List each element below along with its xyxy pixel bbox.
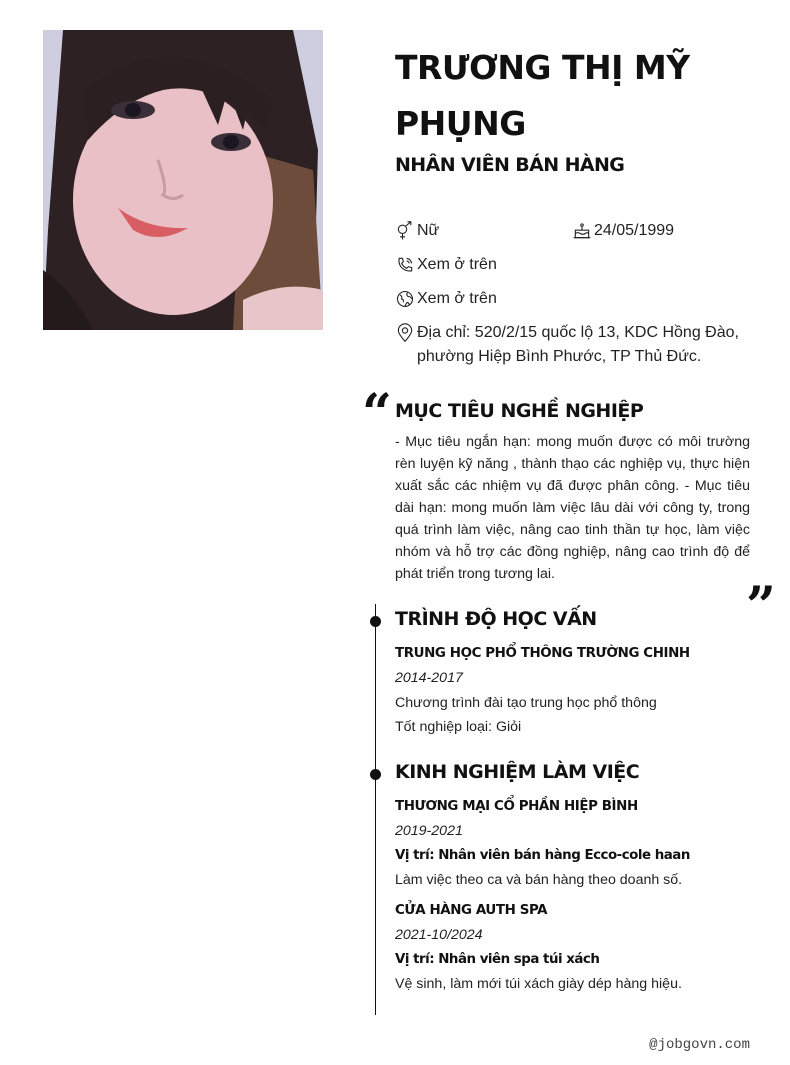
globe-icon xyxy=(395,287,417,309)
education-program: Chương trình đài tạo trung học phổ thông xyxy=(395,695,657,711)
education-period: 2014-2017 xyxy=(395,670,463,686)
job-title: NHÂN VIÊN BÁN HÀNG xyxy=(395,154,625,176)
birthday-cake-icon xyxy=(572,219,594,241)
objective-text: - Mục tiêu ngắn hạn: mong muốn được có môi trường rèn luyện kỹ năng , thành thạo các nghiệp vụ, thực hiện xuất sắc các nhiệm vụ đã được phân công. - Mục tiêu dài hạn: mong muốn làm việc lâu dài với công ty, trong quá trình làm việc, nâng cao tinh thần tự học, làm việc nhóm và hỗ trợ các đồng nghiệp, nâng cao trình độ để phát triển trong tương lai. xyxy=(395,434,750,582)
address-line-2: phường Hiệp Bình Phước, TP Thủ Đức. xyxy=(417,348,702,365)
address-row xyxy=(395,321,739,369)
experience-position: Vị trí: Nhân viên spa túi xách xyxy=(395,952,600,967)
phone-icon xyxy=(395,253,417,275)
website-row xyxy=(395,287,497,311)
experience-company: CỬA HÀNG AUTH SPA xyxy=(395,903,548,918)
gender-value: Nữ xyxy=(417,222,440,239)
education-title: TRÌNH ĐỘ HỌC VẤN xyxy=(395,608,597,630)
open-quote-icon: “ xyxy=(362,383,392,444)
experience-description: Làm việc theo ca và bán hàng theo doanh số. xyxy=(395,872,683,888)
profile-photo xyxy=(43,30,323,330)
education-school: TRUNG HỌC PHỔ THÔNG TRƯỜNG CHINH xyxy=(395,646,690,661)
map-pin-icon xyxy=(395,321,417,343)
objective-title: MỤC TIÊU NGHỀ NGHIỆP xyxy=(395,400,644,422)
timeline-dot-experience xyxy=(370,769,381,780)
timeline-line xyxy=(375,604,376,1015)
experience-description: Vệ sinh, làm mới túi xách giày dép hàng hiệu. xyxy=(395,976,682,992)
gender-row xyxy=(395,219,439,243)
gender-icon xyxy=(395,219,417,241)
timeline-dot-education xyxy=(370,616,381,627)
birthday-value: 24/05/1999 xyxy=(594,222,675,239)
education-grade: Tốt nghiệp loại: Giỏi xyxy=(395,719,522,735)
experience-company: THƯƠNG MẠI CỔ PHẦN HIỆP BÌNH xyxy=(395,799,638,814)
address-line-1: Địa chỉ: 520/2/15 quốc lộ 13, KDC Hồng Đào, xyxy=(417,324,739,341)
birthday-row xyxy=(572,219,674,243)
experience-position: Vị trí: Nhân viên bán hàng Ecco-cole haan xyxy=(395,848,690,863)
candidate-name: TRƯƠNG THỊ MỸ PHỤNG xyxy=(395,48,690,143)
close-quote-icon: ” xyxy=(746,576,776,637)
phone-row xyxy=(395,253,497,277)
portrait-illustration xyxy=(43,30,323,330)
experience-period: 2019-2021 xyxy=(395,823,463,839)
website-value: Xem ở trên xyxy=(417,290,497,307)
experience-period: 2021-10/2024 xyxy=(395,927,483,943)
watermark-link[interactable]: @jobgovn.com xyxy=(649,1037,750,1053)
experience-title: KINH NGHIỆM LÀM VIỆC xyxy=(395,761,640,783)
address-text xyxy=(417,321,739,369)
phone-value: Xem ở trên xyxy=(417,256,497,273)
